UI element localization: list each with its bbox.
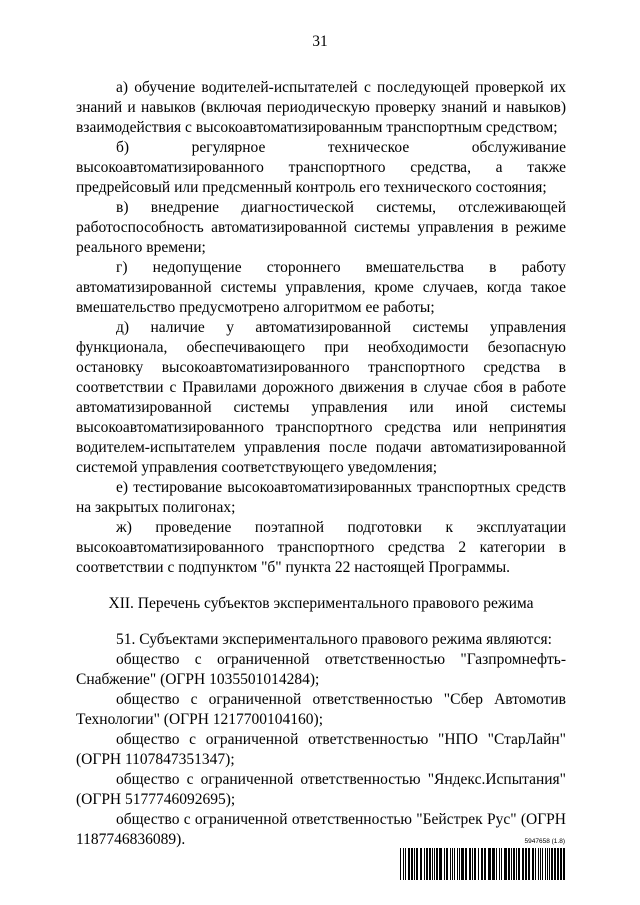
subject-item: общество с ограниченной ответственностью "Сбер Автомотив Технологии" (ОГРН 1217700104160); xyxy=(76,691,566,728)
subject-item: общество с ограниченной ответственностью "Яндекс.Испытания" (ОГРН 5177746092695); xyxy=(76,771,566,808)
subject-item: общество с ограниченной ответственностью "Бейстрек Рус" (ОГРН 1187746836089). xyxy=(76,811,566,848)
document-body xyxy=(76,78,566,850)
section-heading: XII. Перечень субъектов экспериментального правового режима xyxy=(108,595,534,612)
page-number: 31 xyxy=(312,33,328,50)
paragraph-51: 51. Субъектами экспериментального правового режима являются: xyxy=(116,631,552,648)
paragraph-e: е) тестирование высокоавтоматизированных транспортных средств на закрытых полигонах; xyxy=(76,479,566,516)
paragraph-g: г) недопущение стороннего вмешательства в работу автоматизированной системы управления, кроме случаев, когда такое вмешательство предусмотрено алгоритмом ее работы; xyxy=(76,259,566,316)
subject-item: общество с ограниченной ответственностью "Газпромнефть-Снабжение" (ОГРН 1035501014284); xyxy=(76,651,566,688)
subject-item: общество с ограниченной ответственностью "НПО "СтарЛайн" (ОГРН 1107847351347); xyxy=(76,731,566,768)
paragraph-v: в) внедрение диагностической системы, отслеживающей работоспособность автоматизированной системы управления в режиме реального времени; xyxy=(76,199,566,256)
paragraph-d: д) наличие у автоматизированной системы управления функционала, обеспечивающего при необходимости безопасную остановку высокоавтоматизированного транспортного средства в соответствии с Правилами дорожного движения в случае сбоя в работе автоматизированной системы управления или иной системы высокоавтоматизированного транспортного средства или непринятия водителем-испытателем управления после подачи автоматизированной системой управления соответствующего уведомления; xyxy=(76,319,566,476)
paragraph-zh: ж) проведение поэтапной подготовки к эксплуатации высокоавтоматизированного транспортного средства 2 категории в соответствии с подпунктом "б" пункта 22 настоящей Программы. xyxy=(76,519,566,576)
barcode-area xyxy=(400,838,565,882)
paragraph-b: б) регулярное техническое обслуживание высокоавтоматизированного транспортного средства, а также предрейсовый или предсменный контроль его технического состояния; xyxy=(76,139,566,196)
barcode-icon xyxy=(400,848,565,880)
paragraph-a: а) обучение водителей-испытателей с последующей проверкой их знаний и навыков (включая периодическую проверку знаний и навыков) взаимодействия с высокоавтоматизированным транспортным средством; xyxy=(76,79,566,136)
document-code: 5947658 (1.8) xyxy=(524,838,565,845)
